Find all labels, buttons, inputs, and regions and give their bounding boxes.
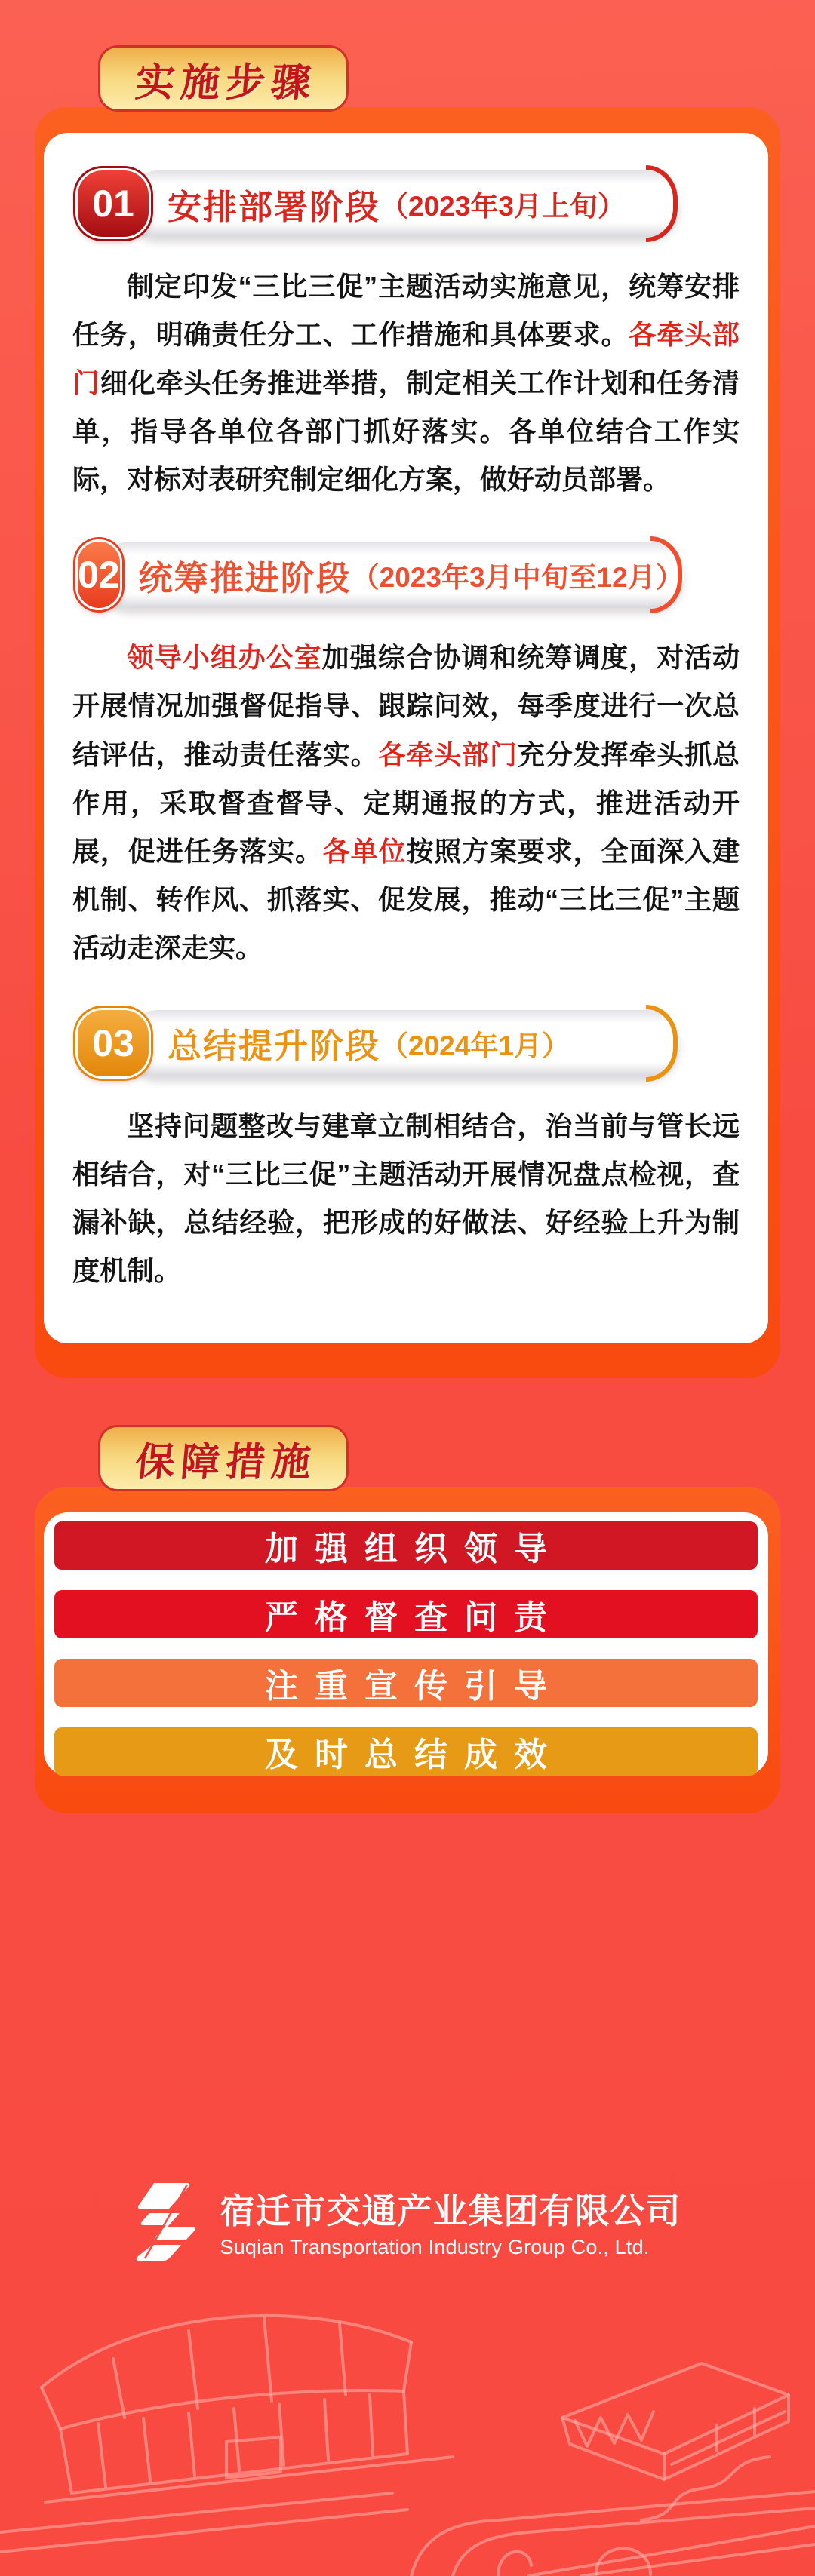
pill-end-arc-icon — [646, 1005, 678, 1082]
poster-page — [0, 45, 815, 2576]
section-title-pill-1 — [125, 170, 679, 237]
measure-bar-3: 注重宣传引导 — [54, 1659, 758, 1707]
section-header-1 — [75, 167, 679, 240]
footer-company-block — [0, 2181, 815, 2261]
measures-badge-label: 保障措施 — [133, 1438, 319, 1485]
steps-card-frame — [35, 107, 780, 1378]
section-number-badge-1: 01 — [75, 168, 151, 239]
section-header-2 — [75, 539, 684, 611]
section-number-badge-3: 03 — [75, 1008, 151, 1079]
section-title-2: 统筹推进阶段 — [138, 558, 352, 597]
pill-end-arc-icon — [650, 536, 682, 613]
company-name-en: Suqian Transportation Industry Group Co., Ltd. — [220, 2236, 650, 2258]
section-header-3 — [75, 1007, 679, 1079]
pill-end-arc-icon — [646, 165, 678, 242]
section-period-3: （2024年1月） — [380, 1030, 570, 1061]
section-title-pill-3 — [125, 1010, 679, 1076]
measures-card-frame — [35, 1487, 780, 1813]
measure-bar-2: 严格督查问责 — [54, 1590, 758, 1638]
section-title-3: 总结提升阶段 — [168, 1027, 381, 1066]
station-line-art — [0, 2267, 815, 2576]
section-title-1: 安排部署阶段 — [168, 187, 381, 226]
section-title-pill-2 — [97, 542, 684, 608]
steps-section-badge — [98, 45, 349, 112]
measure-bar-4: 及时总结成效 — [54, 1727, 758, 1776]
section-period-1: （2023年3月上旬） — [380, 191, 626, 222]
measures-section-badge — [98, 1425, 349, 1491]
steps-card — [44, 133, 768, 1343]
measures-card — [44, 1512, 768, 1776]
company-name-cn: 宿迁市交通产业集团有限公司 — [220, 2191, 681, 2231]
section-paragraph-2: 领导小组办公室加强综合协调和统筹调度，对活动开展情况加强督促指导、跟踪问效，每季度进行一次总结评估，推动责任落实。各牵头部门充分发挥牵头抓总作用，采取督查督导、定期通报的方式，推进活动开展，促进任务落实。各单位按照方案要求，全面深入建机制、转作风、抓落实、促发展，推动“三比三促”主题活动走深走实。 — [72, 642, 740, 963]
company-logo-icon — [134, 2181, 204, 2261]
section-paragraph-3: 坚持问题整改与建章立制相结合，治当前与管长远相结合，对“三比三促”主题活动开展情况盘点检视，查漏补缺，总结经验，把形成的好做法、好经验上升为制度机制。 — [72, 1110, 740, 1287]
section-period-2: （2023年3月中旬至12月） — [351, 562, 684, 594]
steps-badge-label: 实施步骤 — [133, 59, 319, 106]
section-number-badge-2: 02 — [75, 539, 122, 610]
company-name-block — [220, 2184, 681, 2259]
measure-bar-1: 加强组织领导 — [54, 1521, 758, 1570]
section-paragraph-1: 制定印发“三比三促”主题活动实施意见，统筹安排任务，明确责任分工、工作措施和具体要求。各牵头部门细化牵头任务推进举措，制定相关工作计划和任务清单，指导各单位各部门抓好落实。各单位结合工作实际，对标对表研究制定细化方案，做好动员部署。 — [72, 271, 740, 496]
